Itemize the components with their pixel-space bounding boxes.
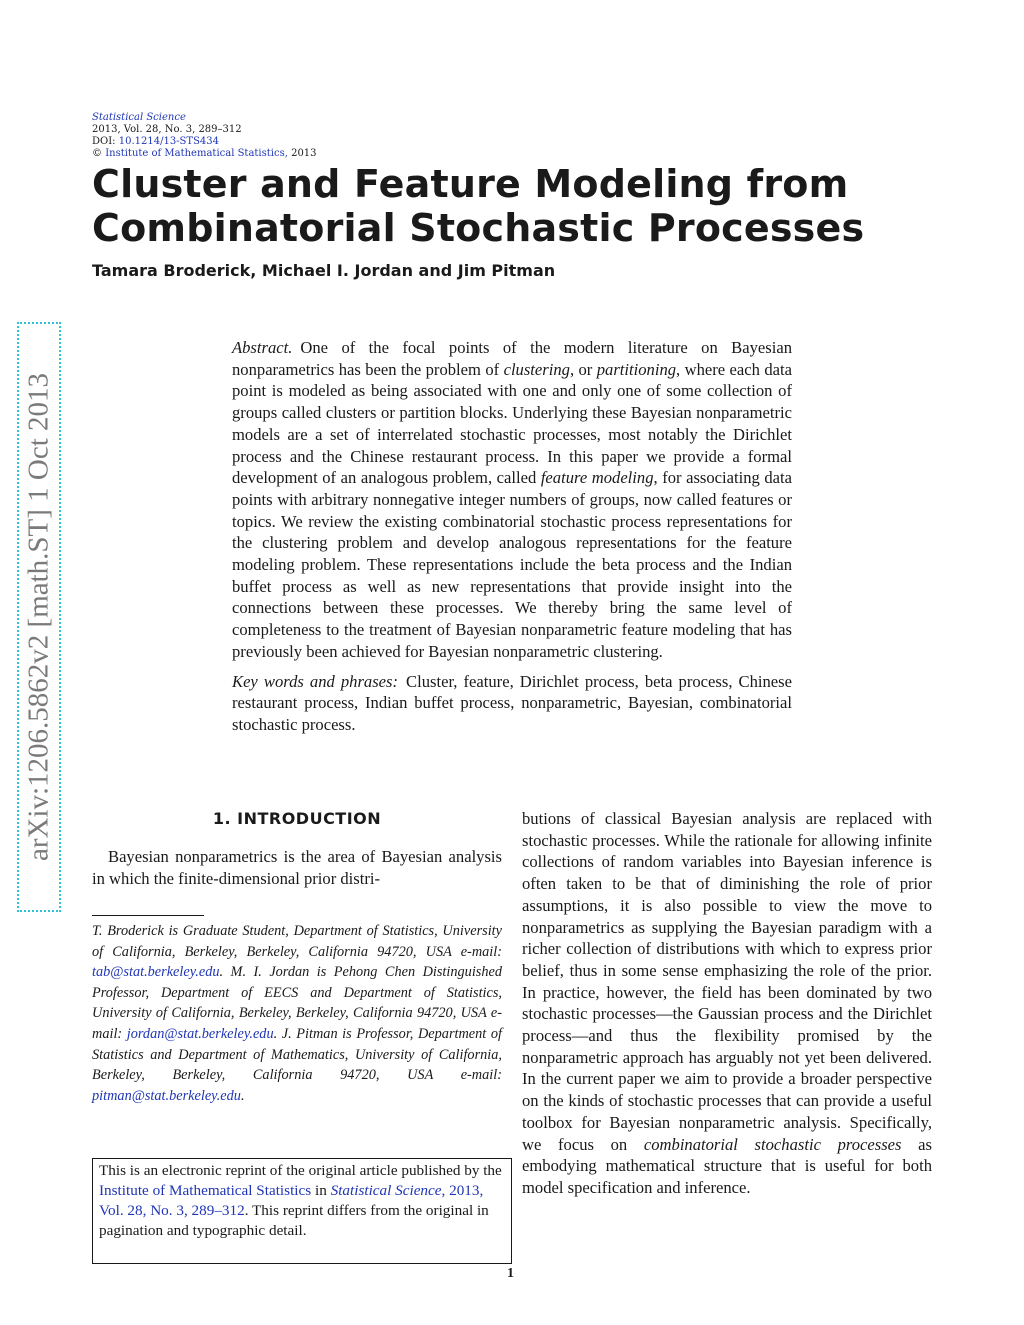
email-link-pitman[interactable]: pitman@stat.berkeley.edu <box>92 1087 241 1104</box>
author-footnote: T. Broderick is Graduate Student, Department of Statistics, University of California, Berkeley, Berkeley, California 94720, USA e-mail: tab@stat.berkeley.edu. M. I. Jordan is Pehong Chen Distinguished Professor, Department of EECS and Department of Statistics, University of California, Berkeley, Berkeley, California 94720, USA e-mail: jordan@stat.berkeley.edu. J. Pitman is Professor, Department of Statistics and Department of Mathematics, University of California, Berkeley, Berkeley, California 94720, USA e-mail: pitman@stat.berkeley.edu. <box>92 923 502 1104</box>
journal-header <box>92 112 317 160</box>
left-column <box>92 806 502 889</box>
abstract-paragraph: Abstract. One of the focal points of the modern literature on Bayesian nonparametrics has been the problem of clustering, or partitioning, where each data point is modeled as being associated with one and only one of some collection of groups called clusters or partition blocks. Underlying these Bayesian nonparametric models are a set of interrelated stochastic processes, most notably the Dirichlet process and the Chinese restaurant process. In this paper we provide a formal development of an analogous problem, called feature modeling, for associating data points with arbitrary nonnegative integer numbers of groups, now called features or topics. We review the existing combinatorial stochastic process representations for the clustering problem and develop analogous representations for the feature modeling problem. These representations include the beta process and the Indian buffet process as well as new representations that provide insight into the connections between these processes. We thereby bring the same level of completeness to the treatment of Bayesian nonparametric feature modeling that has previously been achieved for Bayesian nonparametric clustering. <box>232 338 792 661</box>
ims-link-reprint[interactable]: Institute of Mathematical Statistics <box>99 1182 312 1199</box>
copyright-symbol: © <box>92 148 102 159</box>
authors: Tamara Broderick, Michael I. Jordan and Jim Pitman <box>92 261 556 280</box>
journal-name-link[interactable]: Statistical Science <box>92 112 186 123</box>
email-link-jordan[interactable]: jordan@stat.berkeley.edu <box>126 1025 274 1042</box>
ims-link[interactable]: Institute of Mathematical Statistics, <box>105 148 288 159</box>
doi-link[interactable]: 10.1214/13-STS434 <box>118 136 220 147</box>
abstract-label: Abstract. <box>232 338 293 357</box>
keywords-text: Cluster, feature, Dirichlet process, beta process, Chinese restaurant process, Indian buffet process, nonparametric, Bayesian, combinatorial stochastic process. <box>232 671 792 734</box>
reprint-notice: This is an electronic reprint of the original article published by the Institute of Mathematical Statistics in Statistical Science, 2013, Vol. 28, No. 3, 289–312. This reprint differs from the original in pagination and typographic detail. <box>92 1158 512 1264</box>
page-number: 1 <box>507 1266 514 1281</box>
journal-citation-link[interactable]: Statistical Science, 2013, Vol. 28, No. 3, 289–312 <box>99 1182 484 1219</box>
journal-volume: 2013, Vol. 28, No. 3, 289–312 <box>92 124 242 135</box>
footnote-rule <box>92 915 204 916</box>
right-column-intro-text: butions of classical Bayesian analysis are replaced with stochastic processes. While the rationale for allowing infinite collections of random variables into Bayesian inference is often taken to be that of diminishing the role of prior assumptions, it is also possible to view the move to nonparametrics as supplying the Bayesian paradigm with a richer collection of distributions with which to express prior belief, thus in some sense emphasizing the role of the prior. In practice, however, the field has been dominated by two stochastic processes—the Gaussian process and the Dirichlet process—and thus the flexibility promised by the nonparametric approach has arguably not yet been delivered. In the current paper we aim to provide a broader perspective on the kinds of stochastic processes that can provide a useful toolbox for Bayesian nonparametric analysis. Specifically, we focus on combinatorial stochastic processes as embodying mathematical structure that is useful for both model specification and inference. <box>522 809 932 1197</box>
keywords <box>232 671 792 736</box>
title-line-1: Cluster and Feature Modeling from <box>92 162 849 206</box>
keywords-label: Key words and phrases: <box>232 671 399 691</box>
doi-label: DOI: <box>92 136 116 147</box>
abstract <box>232 337 792 736</box>
intro-paragraph-start: Bayesian nonparametrics is the area of Bayesian analysis in which the finite-dimensional prior distri- <box>92 847 502 888</box>
paper-title <box>92 162 865 250</box>
arxiv-stamp <box>17 322 61 912</box>
copyright-year: 2013 <box>291 148 317 159</box>
arxiv-identifier: arXiv:1206.5862v2 [math.ST] 1 Oct 2013 <box>22 372 55 862</box>
title-line-2: Combinatorial Stochastic Processes <box>92 206 865 250</box>
section-heading-introduction: 1. INTRODUCTION <box>212 809 382 828</box>
email-link-broderick[interactable]: tab@stat.berkeley.edu <box>92 964 220 981</box>
